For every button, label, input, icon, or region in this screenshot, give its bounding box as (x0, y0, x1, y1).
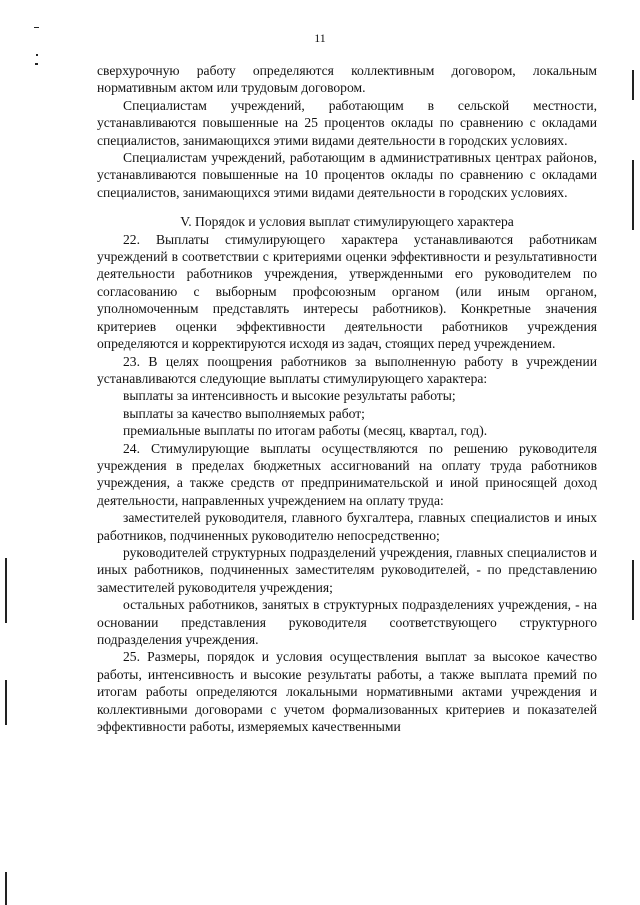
list-item: выплаты за качество выполняемых работ; (123, 405, 365, 421)
paragraph-22: 22. Выплаты стимулирующего характера устанавливаются работникам учреждений в соответствии с критериями оценки эффективности и результативности деятельности работников учреждения, утвержденными его руководителем по согласованию с выборным профсоюзным органом (или иным органом, уполномоченным представлять интересы работников). Конкретные значения критериев оценки эффективности деятельности работников учреждения определяются и корректируются исходя из задач, стоящих перед учреждением. (97, 231, 597, 352)
scan-mark (5, 872, 7, 905)
scan-mark (632, 560, 634, 620)
list-item: премиальные выплаты по итогам работы (месяц, квартал, год). (123, 423, 488, 439)
scan-mark (632, 160, 634, 230)
paragraph-24: 24. Стимулирующие выплаты осуществляются по решению руководителя учреждения в пределах бюджетных ассигнований на оплату труда работников учреждения, а также средств от предпринимательской и иной приносящей доход деятельности, направленных учреждением на оплату труда: (97, 440, 597, 508)
list-item: остальных работников, занятых в структурных подразделениях учреждения, - на основании представления руководителя соответствующего структурного подразделения учреждения. (97, 597, 597, 647)
scan-mark (34, 27, 39, 28)
paragraph-continuation: сверхурочную работу определяются коллективным договором, локальным нормативным актом или трудовым договором. (97, 63, 597, 96)
scan-mark (5, 558, 7, 623)
paragraph-rural-specialists: Специалистам учреждений, работающим в сельской местности, устанавливаются повышенные на 25 процентов оклады по сравнению с окладами специалистов, занимающихся этими видами деятельности в городских условиях. (97, 97, 597, 148)
document-body (97, 62, 597, 735)
section-heading: V. Порядок и условия выплат стимулирующего характера (180, 214, 514, 230)
scan-mark (36, 54, 38, 56)
paragraph-23: 23. В целях поощрения работников за выполненную работу в учреждении устанавливаются следующие выплаты стимулирующего характера: (97, 353, 597, 386)
list-item: заместителей руководителя, главного бухгалтера, главных специалистов и иных работников, подчиненных руководителю непосредственно; (97, 510, 597, 543)
paragraph-25: 25. Размеры, порядок и условия осуществления выплат за высокое качество работы, интенсивность и высокие результаты работы, а также выплата премий по итогам работы определяются локальными нормативными актами учреждения и коллективными договорами с учетом формализованных критериев и показателей эффективности работы, измеряемых качественными (97, 649, 597, 735)
paragraph-district-centers: Специалистам учреждений, работающим в административных центрах районов, устанавливаются повышенные на 10 процентов оклады по сравнению с окладами специалистов, занимающихся этими видами деятельности в городских условиях. (97, 150, 597, 200)
list-item: руководителей структурных подразделений учреждения, главных специалистов и иных работников, подчиненных заместителям руководителей, - по представлению заместителей руководителя учреждения; (97, 544, 597, 595)
scan-mark (35, 63, 38, 65)
list-item: выплаты за интенсивность и высокие результаты работы; (123, 388, 456, 404)
page-number: 11 (314, 31, 326, 45)
scan-mark (5, 680, 7, 725)
scan-mark (632, 70, 634, 100)
